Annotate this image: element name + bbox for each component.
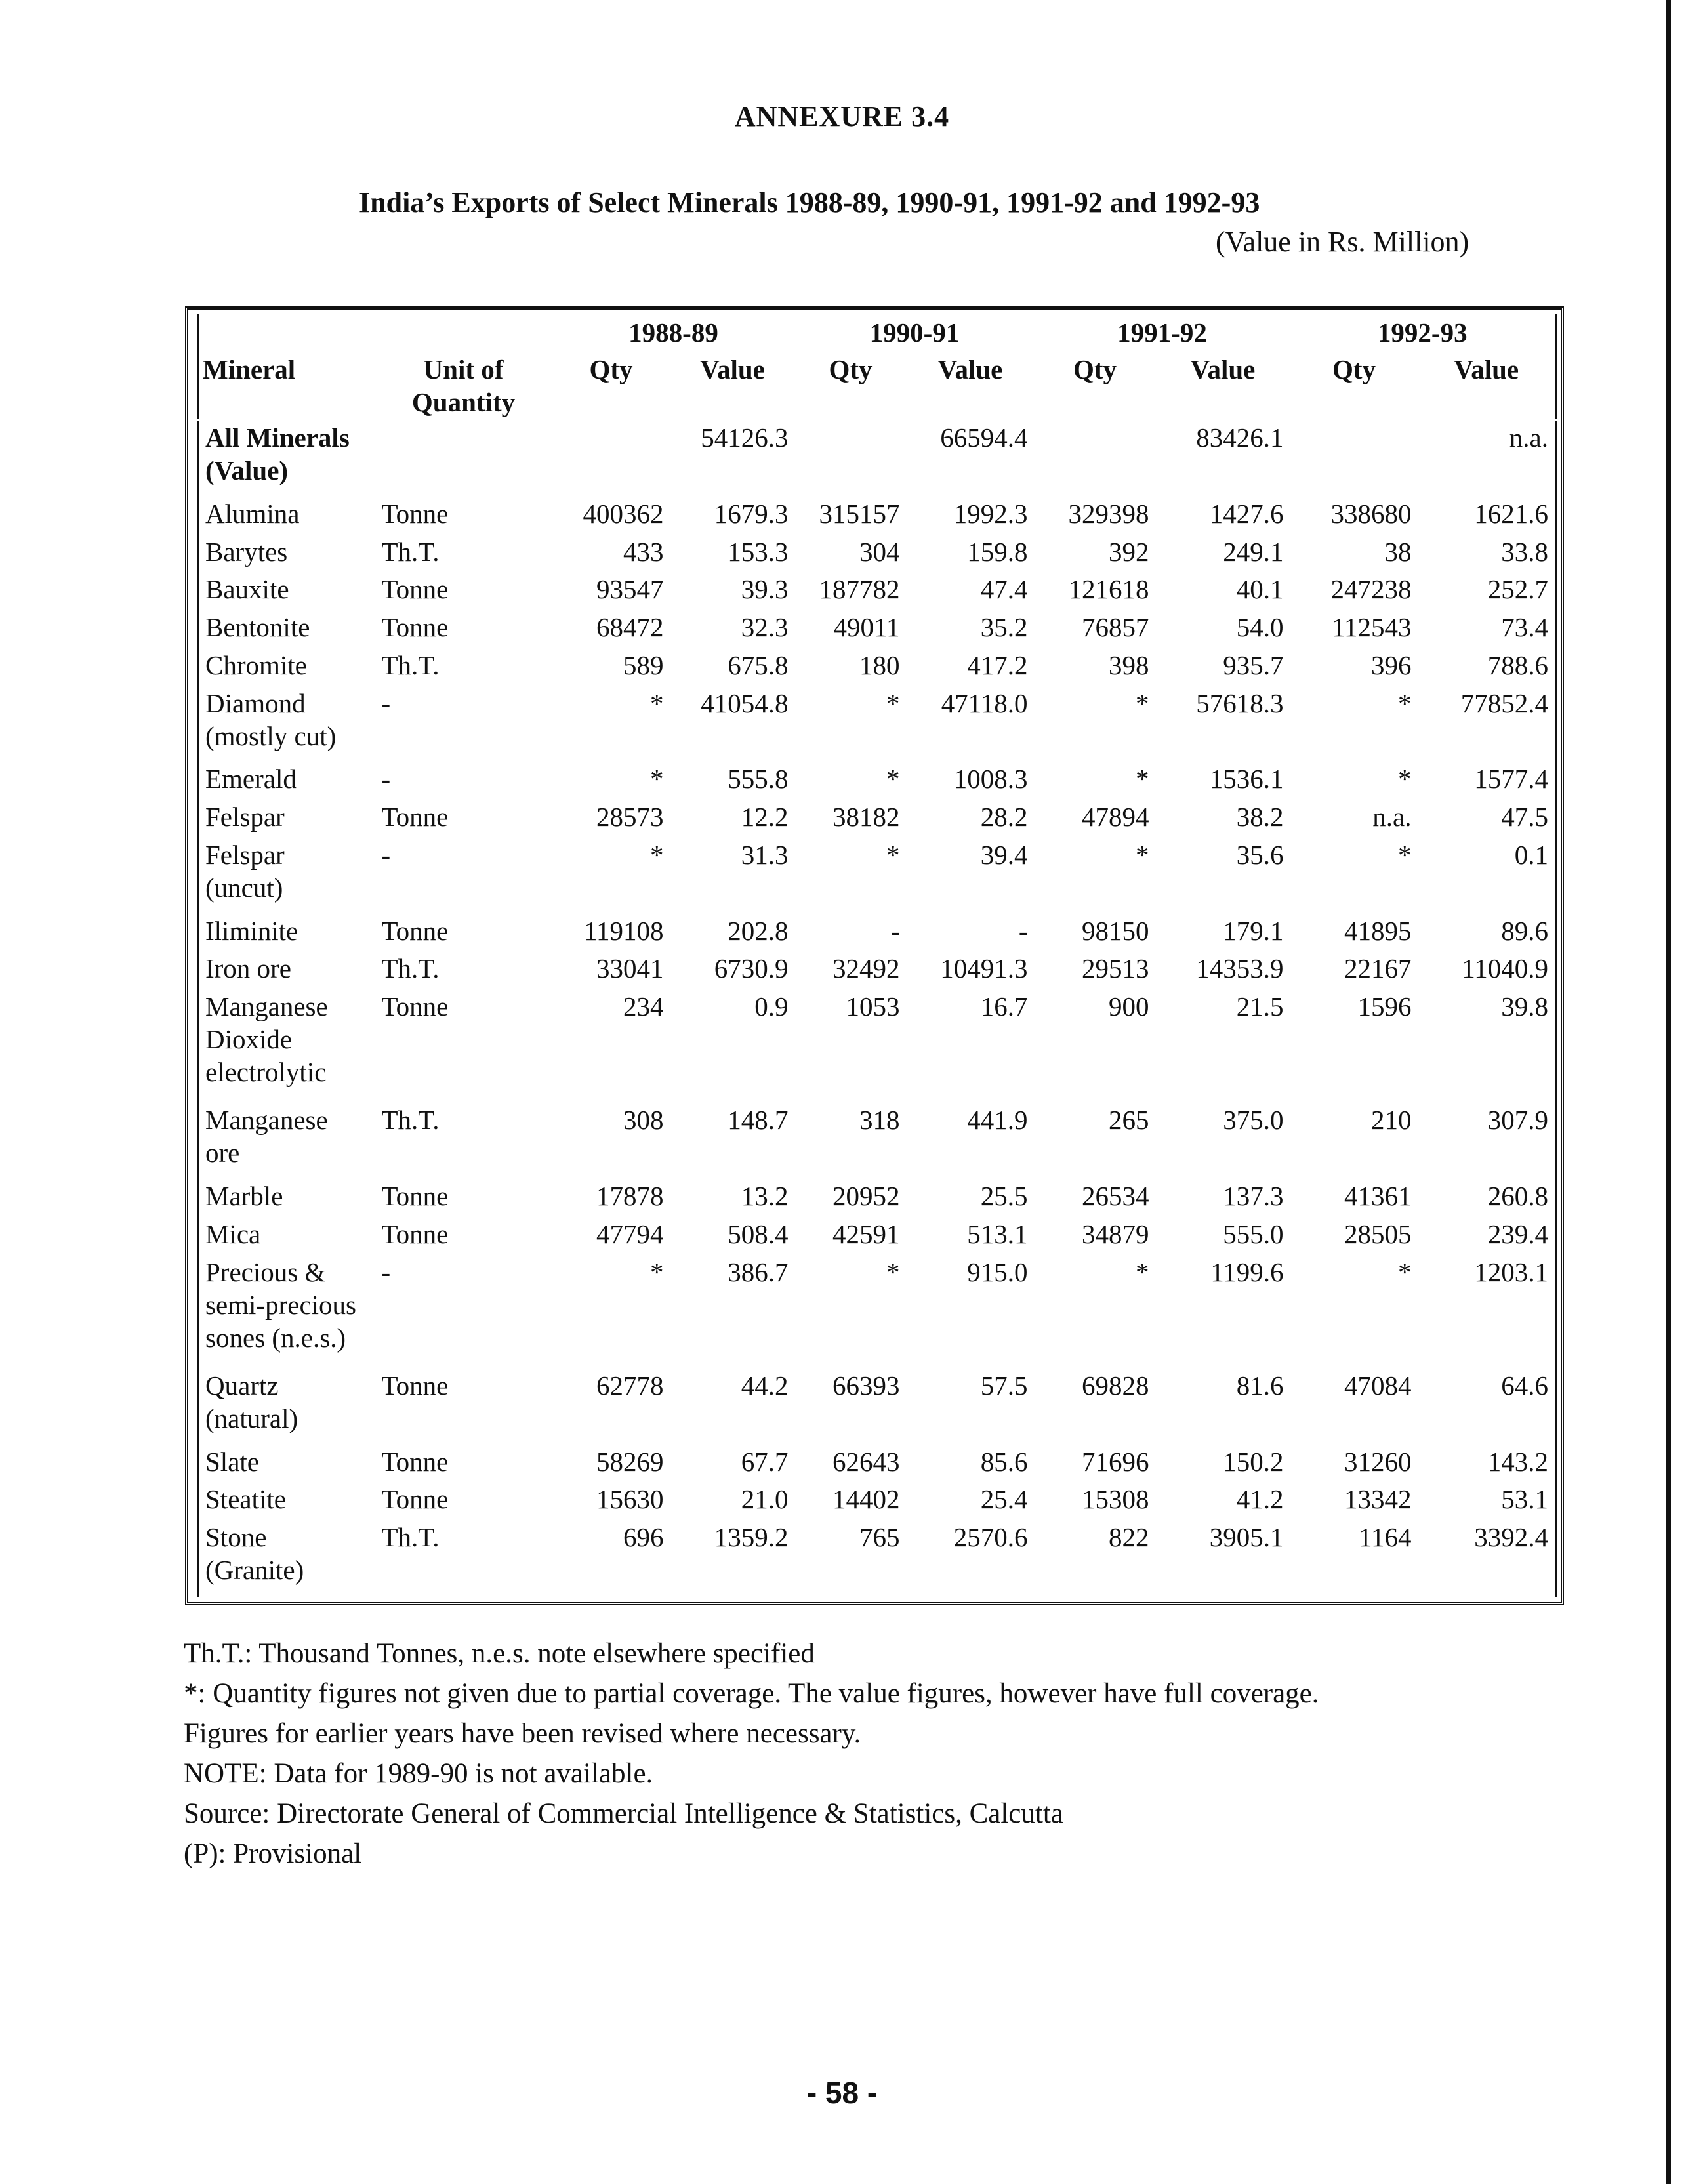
value-cell: 39.3: [741, 574, 789, 605]
value-cell: 10491.3: [940, 953, 1028, 984]
qty-cell: 1164: [1359, 1522, 1412, 1553]
qty-cell: 47084: [1344, 1370, 1412, 1401]
table-row: [198, 952, 1556, 990]
qty-cell: 62643: [832, 1446, 900, 1477]
qty-cell: 32492: [832, 953, 900, 984]
qty-column-header: Qty: [1332, 354, 1376, 384]
qty-cell: 47894: [1082, 802, 1149, 833]
blank-header-cell: [198, 314, 375, 353]
qty-cell: 318: [859, 1105, 900, 1136]
mineral-name-cell: Barytes: [205, 536, 288, 567]
value-cell: 12.2: [741, 802, 789, 833]
value-cell: 21.5: [1236, 991, 1284, 1022]
footnote-line: (P): Provisional: [184, 1838, 362, 1869]
qty-cell: 398: [1109, 650, 1149, 681]
qty-cell: 338680: [1330, 498, 1412, 529]
value-cell: 239.4: [1487, 1218, 1548, 1249]
qty-cell: *: [650, 764, 664, 794]
year-header: 1992-93: [1377, 318, 1468, 348]
qty-cell: 589: [623, 650, 664, 681]
qty-cell: *: [886, 764, 900, 794]
value-cell: 675.8: [728, 650, 789, 681]
qty-cell: 15308: [1082, 1484, 1149, 1515]
unit-cell: -: [381, 839, 391, 870]
unit-cell: -: [381, 1256, 391, 1287]
qty-cell: [795, 420, 907, 497]
qty-cell: 112543: [1332, 612, 1412, 643]
qty-cell: 433: [623, 536, 664, 567]
qty-cell: *: [650, 1256, 664, 1287]
value-column-header: Value: [937, 354, 1003, 384]
qty-cell: 47794: [596, 1218, 664, 1249]
annexure-title: ANNEXURE 3.4: [734, 100, 950, 133]
value-cell: 83426.1: [1196, 422, 1284, 453]
qty-cell: *: [1136, 1256, 1149, 1287]
qty-cell: 900: [1109, 991, 1149, 1022]
footnotes: [184, 1634, 1319, 1874]
value-cell: 159.8: [967, 536, 1028, 567]
unit-cell: Th.T.: [381, 1522, 440, 1553]
unit-cell: Th.T.: [381, 953, 440, 984]
value-cell: 386.7: [728, 1256, 789, 1287]
value-unit-note: (Value in Rs. Million): [1216, 226, 1469, 258]
qty-cell: 38182: [832, 802, 900, 833]
qty-cell: *: [886, 688, 900, 718]
year-header: 1990-91: [869, 318, 960, 348]
table-row: [198, 1521, 1556, 1597]
value-cell: 66594.4: [940, 422, 1028, 453]
table-row: [198, 1445, 1556, 1483]
qty-cell: 1596: [1357, 991, 1412, 1022]
mineral-name-cell: All Minerals (Value): [205, 422, 350, 485]
qty-cell: 41895: [1344, 915, 1412, 946]
unit-cell: Tonne: [381, 612, 449, 643]
qty-cell: 41361: [1344, 1181, 1412, 1212]
value-cell: 44.2: [741, 1370, 789, 1401]
qty-cell: n.a.: [1372, 802, 1412, 833]
value-cell: 1536.1: [1209, 764, 1284, 794]
value-cell: 13.2: [741, 1181, 789, 1212]
unit-cell: Th.T.: [381, 1105, 440, 1136]
value-cell: 40.1: [1236, 574, 1284, 605]
mineral-name-cell: Manganese ore: [205, 1105, 328, 1168]
qty-cell: 38: [1384, 536, 1412, 567]
qty-cell: 396: [1371, 650, 1412, 681]
value-cell: 47118.0: [941, 688, 1028, 718]
value-cell: -: [1018, 915, 1028, 946]
unit-cell: [375, 420, 552, 497]
qty-cell: 180: [859, 650, 900, 681]
qty-cell: 119108: [584, 915, 664, 946]
value-cell: 375.0: [1223, 1105, 1284, 1136]
value-cell: 1577.4: [1474, 764, 1548, 794]
value-column-header: Value: [1454, 354, 1519, 384]
qty-cell: 121618: [1068, 574, 1149, 605]
value-cell: 249.1: [1223, 536, 1284, 567]
qty-cell: 34879: [1082, 1218, 1149, 1249]
year-header: 1991-92: [1117, 318, 1207, 348]
unit-cell: Tonne: [381, 574, 449, 605]
qty-cell: *: [886, 1256, 900, 1287]
mineral-name-cell: Chromite: [205, 650, 307, 681]
qty-cell: 392: [1109, 536, 1149, 567]
value-cell: 6730.9: [714, 953, 789, 984]
value-cell: 1621.6: [1474, 498, 1548, 529]
value-cell: 39.8: [1501, 991, 1548, 1022]
year-header: 1988-89: [628, 318, 718, 348]
qty-cell: 308: [623, 1105, 664, 1136]
table-row: [198, 915, 1556, 953]
value-cell: 1679.3: [714, 498, 789, 529]
blank-header-cell: [375, 314, 552, 353]
mineral-name-cell: Iron ore: [205, 953, 291, 984]
value-cell: 555.0: [1223, 1218, 1284, 1249]
value-cell: 260.8: [1487, 1181, 1548, 1212]
mineral-name-cell: Precious & semi-precious sones (n.e.s.): [205, 1256, 356, 1353]
qty-cell: *: [1398, 1256, 1412, 1287]
qty-cell: 13342: [1344, 1484, 1412, 1515]
value-cell: 1992.3: [953, 498, 1028, 529]
qty-cell: 76857: [1082, 612, 1149, 643]
qty-cell: 20952: [832, 1181, 900, 1212]
qty-cell: 765: [859, 1522, 900, 1553]
value-cell: 153.3: [728, 536, 789, 567]
qty-cell: 49011: [833, 612, 900, 643]
unit-cell: Tonne: [381, 1218, 449, 1249]
value-cell: 0.1: [1514, 839, 1548, 870]
qty-cell: 62778: [596, 1370, 664, 1401]
footnote-line: *: Quantity figures not given due to partial coverage. The value figures, however have full coverage.: [184, 1678, 1319, 1709]
value-cell: 54.0: [1236, 612, 1284, 643]
value-cell: 1199.6: [1210, 1256, 1284, 1287]
qty-cell: 26534: [1082, 1181, 1149, 1212]
table-row: [198, 687, 1556, 763]
value-cell: 57.5: [980, 1370, 1028, 1401]
table-row: [198, 1103, 1556, 1180]
value-column-header: Value: [1190, 354, 1256, 384]
mineral-name-cell: Bentonite: [205, 612, 310, 643]
table-row: [198, 611, 1556, 649]
value-cell: 16.7: [980, 991, 1028, 1022]
value-cell: 41054.8: [701, 688, 789, 718]
qty-cell: 29513: [1082, 953, 1149, 984]
qty-cell: 329398: [1068, 498, 1149, 529]
value-cell: 0.9: [754, 991, 789, 1022]
qty-cell: *: [1136, 839, 1149, 870]
unit-cell: Th.T.: [381, 536, 440, 567]
qty-cell: 1053: [846, 991, 900, 1022]
mineral-name-cell: Felspar (uncut): [205, 839, 285, 903]
value-cell: 73.4: [1501, 612, 1548, 643]
qty-cell: *: [650, 839, 664, 870]
mineral-name-cell: Stone (Granite): [205, 1522, 304, 1586]
value-cell: 21.0: [741, 1484, 789, 1515]
value-cell: 915.0: [967, 1256, 1028, 1287]
qty-cell: -: [890, 915, 900, 946]
unit-cell: Tonne: [381, 1484, 449, 1515]
page-number: - 58 -: [806, 2076, 878, 2110]
mineral-name-cell: Marble: [205, 1181, 283, 1212]
qty-column-header: Qty: [589, 354, 633, 384]
qty-cell: 822: [1109, 1522, 1149, 1553]
value-cell: 179.1: [1223, 915, 1284, 946]
value-cell: 25.4: [980, 1484, 1028, 1515]
mineral-column-header: Mineral: [203, 354, 296, 384]
table-row: [198, 762, 1556, 800]
qty-cell: *: [650, 688, 664, 718]
table-row: [198, 1369, 1556, 1445]
value-cell: 3905.1: [1209, 1522, 1284, 1553]
value-column-header: Value: [700, 354, 765, 384]
table-row: [198, 573, 1556, 611]
value-cell: 28.2: [980, 802, 1028, 833]
value-cell: 148.7: [728, 1105, 789, 1136]
table-row: [198, 1483, 1556, 1521]
value-cell: 417.2: [967, 650, 1028, 681]
qty-column-header: Qty: [1073, 354, 1117, 384]
value-cell: 11040.9: [1462, 953, 1548, 984]
value-cell: 57618.3: [1196, 688, 1284, 718]
qty-cell: 28573: [596, 802, 664, 833]
mineral-name-cell: Iliminite: [205, 915, 298, 946]
table-row: [198, 497, 1556, 535]
table-row: [198, 1256, 1556, 1369]
value-cell: 1427.6: [1209, 498, 1284, 529]
footnote-line: Figures for earlier years have been revised where necessary.: [184, 1718, 861, 1749]
qty-cell: 69828: [1082, 1370, 1149, 1401]
value-cell: 3392.4: [1474, 1522, 1548, 1553]
qty-cell: 71696: [1082, 1446, 1149, 1477]
qty-cell: 98150: [1082, 915, 1149, 946]
qty-cell: 33041: [596, 953, 664, 984]
value-cell: n.a.: [1509, 422, 1548, 453]
qty-cell: 68472: [596, 612, 664, 643]
value-cell: 32.3: [741, 612, 789, 643]
unit-cell: Tonne: [381, 991, 449, 1022]
mineral-name-cell: Steatite: [205, 1484, 286, 1515]
unit-cell: Tonne: [381, 915, 449, 946]
unit-cell: -: [381, 688, 391, 718]
table-row: [198, 1218, 1556, 1256]
value-cell: 935.7: [1223, 650, 1284, 681]
value-cell: 31.3: [741, 839, 789, 870]
value-cell: 89.6: [1501, 915, 1548, 946]
mineral-name-cell: Slate: [205, 1446, 259, 1477]
qty-cell: 15630: [596, 1484, 664, 1515]
unit-cell: Tonne: [381, 1370, 449, 1401]
mineral-name-cell: Manganese Dioxide electrolytic: [205, 991, 328, 1088]
qty-cell: 42591: [832, 1218, 900, 1249]
table-row: [198, 1180, 1556, 1218]
value-cell: 508.4: [728, 1218, 789, 1249]
qty-cell: *: [886, 839, 900, 870]
mineral-name-cell: Alumina: [205, 498, 300, 529]
qty-cell: *: [1136, 764, 1149, 794]
value-cell: 39.4: [980, 839, 1028, 870]
value-cell: 788.6: [1487, 650, 1548, 681]
qty-cell: 234: [623, 991, 664, 1022]
value-cell: 2570.6: [953, 1522, 1028, 1553]
qty-cell: *: [1398, 839, 1412, 870]
value-cell: 513.1: [967, 1218, 1028, 1249]
qty-cell: [552, 420, 670, 497]
qty-cell: 315157: [819, 498, 900, 529]
qty-cell: 400362: [583, 498, 664, 529]
qty-cell: 17878: [596, 1181, 664, 1212]
qty-cell: 22167: [1344, 953, 1412, 984]
unit-column-header: Unit of Quantity: [411, 354, 516, 417]
value-cell: 47.5: [1501, 802, 1548, 833]
qty-cell: 247238: [1330, 574, 1412, 605]
value-cell: 555.8: [728, 764, 789, 794]
value-cell: 81.6: [1236, 1370, 1284, 1401]
table-row: [198, 535, 1556, 573]
qty-cell: *: [1398, 764, 1412, 794]
table-row: [198, 420, 1556, 497]
value-cell: 1359.2: [714, 1522, 789, 1553]
unit-cell: -: [381, 764, 391, 794]
qty-cell: 31260: [1344, 1446, 1412, 1477]
mineral-name-cell: Diamond (mostly cut): [205, 688, 337, 751]
value-cell: 53.1: [1501, 1484, 1548, 1515]
mineral-name-cell: Emerald: [205, 764, 297, 794]
value-cell: 143.2: [1487, 1446, 1548, 1477]
value-cell: 41.2: [1236, 1484, 1284, 1515]
value-cell: 441.9: [967, 1105, 1028, 1136]
footnote-line: Th.T.: Thousand Tonnes, n.e.s. note elsewhere specified: [184, 1638, 815, 1669]
qty-cell: [1290, 420, 1418, 497]
qty-cell: *: [1398, 688, 1412, 718]
value-cell: 1203.1: [1474, 1256, 1548, 1287]
column-header-row: [198, 353, 1556, 420]
value-cell: 1008.3: [953, 764, 1028, 794]
page-edge-rule: [1666, 0, 1671, 2184]
qty-cell: [1035, 420, 1156, 497]
qty-cell: 210: [1371, 1105, 1412, 1136]
value-cell: 137.3: [1223, 1181, 1284, 1212]
qty-cell: 66393: [832, 1370, 900, 1401]
value-cell: 35.2: [980, 612, 1028, 643]
value-cell: 33.8: [1501, 536, 1548, 567]
footnote-line: Source: Directorate General of Commercial Intelligence & Statistics, Calcutta: [184, 1798, 1063, 1829]
qty-cell: 28505: [1344, 1218, 1412, 1249]
unit-cell: Tonne: [381, 1181, 449, 1212]
qty-cell: 187782: [819, 574, 900, 605]
value-cell: 307.9: [1487, 1105, 1548, 1136]
value-cell: 54126.3: [701, 422, 789, 453]
value-cell: 64.6: [1501, 1370, 1548, 1401]
qty-column-header: Qty: [829, 354, 873, 384]
value-cell: 252.7: [1487, 574, 1548, 605]
mineral-name-cell: Quartz (natural): [205, 1370, 298, 1433]
qty-cell: 304: [859, 536, 900, 567]
table-body: [198, 420, 1556, 1597]
value-cell: 150.2: [1223, 1446, 1284, 1477]
table-row: [198, 649, 1556, 687]
footnote-line: NOTE: Data for 1989-90 is not available.: [184, 1758, 653, 1789]
value-cell: 14353.9: [1196, 953, 1284, 984]
year-header-row: [198, 314, 1556, 353]
value-cell: 35.6: [1236, 839, 1284, 870]
table-row: [198, 990, 1556, 1103]
value-cell: 77852.4: [1460, 688, 1548, 718]
minerals-export-table: [197, 314, 1557, 1597]
unit-cell: Tonne: [381, 1446, 449, 1477]
table-row: [198, 838, 1556, 915]
mineral-name-cell: Felspar: [205, 802, 285, 833]
value-cell: 25.5: [980, 1181, 1028, 1212]
mineral-name-cell: Mica: [205, 1218, 261, 1249]
qty-cell: 93547: [596, 574, 664, 605]
unit-cell: Tonne: [381, 498, 449, 529]
value-cell: 85.6: [980, 1446, 1028, 1477]
value-cell: 38.2: [1236, 802, 1284, 833]
qty-cell: 58269: [596, 1446, 664, 1477]
document-title: India’s Exports of Select Minerals 1988-89, 1990-91, 1991-92 and 1992-93: [359, 186, 1260, 218]
qty-cell: 696: [623, 1522, 664, 1553]
value-cell: 67.7: [741, 1446, 789, 1477]
unit-cell: Th.T.: [381, 650, 440, 681]
table-row: [198, 800, 1556, 838]
mineral-name-cell: Bauxite: [205, 574, 289, 605]
qty-cell: *: [1136, 688, 1149, 718]
value-cell: 47.4: [980, 574, 1028, 605]
qty-cell: 14402: [832, 1484, 900, 1515]
qty-cell: 265: [1109, 1105, 1149, 1136]
value-cell: 202.8: [728, 915, 789, 946]
unit-cell: Tonne: [381, 802, 449, 833]
